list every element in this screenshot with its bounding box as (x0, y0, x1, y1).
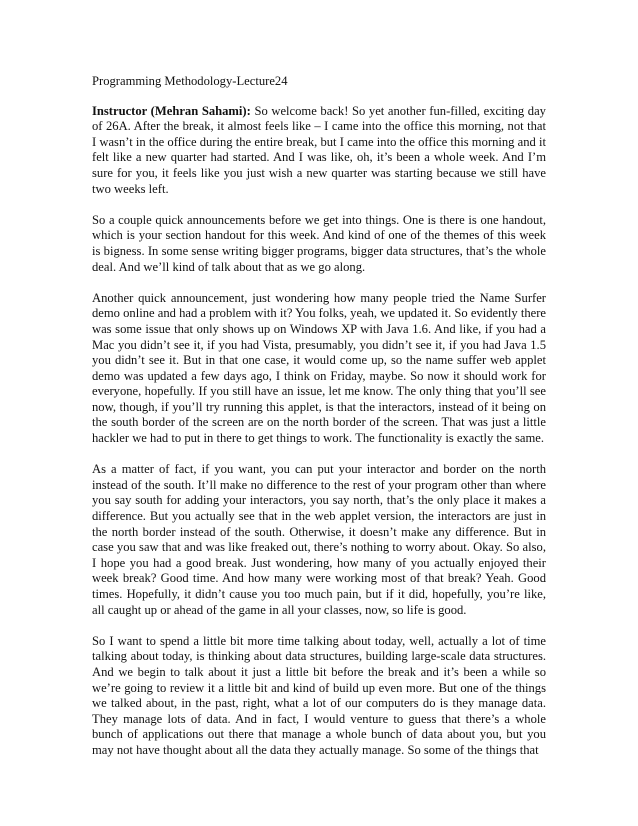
paragraph-3: Another quick announcement, just wondering how many people tried the Name Surfer demo online and had a problem with it? You folks, yeah, we updated it. So evidently there was some issue that only shows up on Windows XP with Java 1.6. And like, if you had a Mac you didn’t see it, if you had Vista, presumably, you didn’t see it, if you had Java 1.5 you didn’t see it. But in that one case, it would come up, so the name suffer web applet demo was updated a few days ago, I think on Friday, maybe. So now it should work for everyone, hopefully. If you still have an issue, let me know. The only thing that you’ll see now, though, if you’ll try running this applet, is that the interactors, instead of it being on the south border of the screen are on the north border of the screen. That was just a little hackler we had to put in there to get things to work. The functionality is exactly the same. (92, 290, 546, 446)
paragraph-4: As a matter of fact, if you want, you can put your interactor and border on the north instead of the south. It’ll make no difference to the rest of your program other than where you say south for adding your interactors, you say north, that’s the only place it makes a difference. But you actually see that in the web applet version, the interactors are just in the north border instead of the south. Otherwise, it doesn’t make any difference. But in case you saw that and was like freaked out, there’s nothing to worry about. Okay. So also, I hope you had a good break. Just wondering, how many of you actually enjoyed their week break? Good time. And how many were working most of that break? Yeah. Good times. Hopefully, it didn’t cause you too much pain, but if it did, hopefully, you’re like, all caught up or ahead of the game in all your classes, now, so life is good. (92, 462, 546, 617)
paragraph-2: So a couple quick announcements before we get into things. One is there is one handout, which is your section handout for this week. And kind of one of the themes of this week is bigness. In some sense writing bigger programs, bigger data structures, that’s the whole deal. And we’ll kind of talk about that as we go along. (92, 212, 546, 274)
paragraph-5: So I want to spend a little bit more time talking about today, well, actually a lot of time talking about today, is thinking about data structures, building large-scale data structures. And we begin to talk about it just a little bit before the break and it’s been a while so we’re going to review it a little bit and kind of build up even more. But one of the things we talked about, in the past, right, what a lot of our computers do is they manage data. They manage lots of data. And in fact, I would venture to guess that there’s a whole bunch of applications out there that manage a whole bunch of data about you, but you may not have thought about all the data they actually manage. So some of the things that (92, 633, 546, 757)
paragraph-1-text: So welcome back! So yet another fun-filled, exciting day of 26A. After the break, it almost feels like – I came into the office this morning, not that I wasn’t in the office during the entire break, but I came into the office this morning and it felt like a new quarter had started. And I was like, oh, it’s been a whole week. And I’m sure for you, it feels like you just wish a new quarter was starting because we still have two weeks left. (92, 103, 546, 196)
document-page (92, 74, 546, 774)
document-title: Programming Methodology-Lecture24 (92, 74, 288, 88)
speaker-label: Instructor (Mehran Sahami): (92, 103, 251, 118)
paragraph-1 (92, 104, 546, 198)
